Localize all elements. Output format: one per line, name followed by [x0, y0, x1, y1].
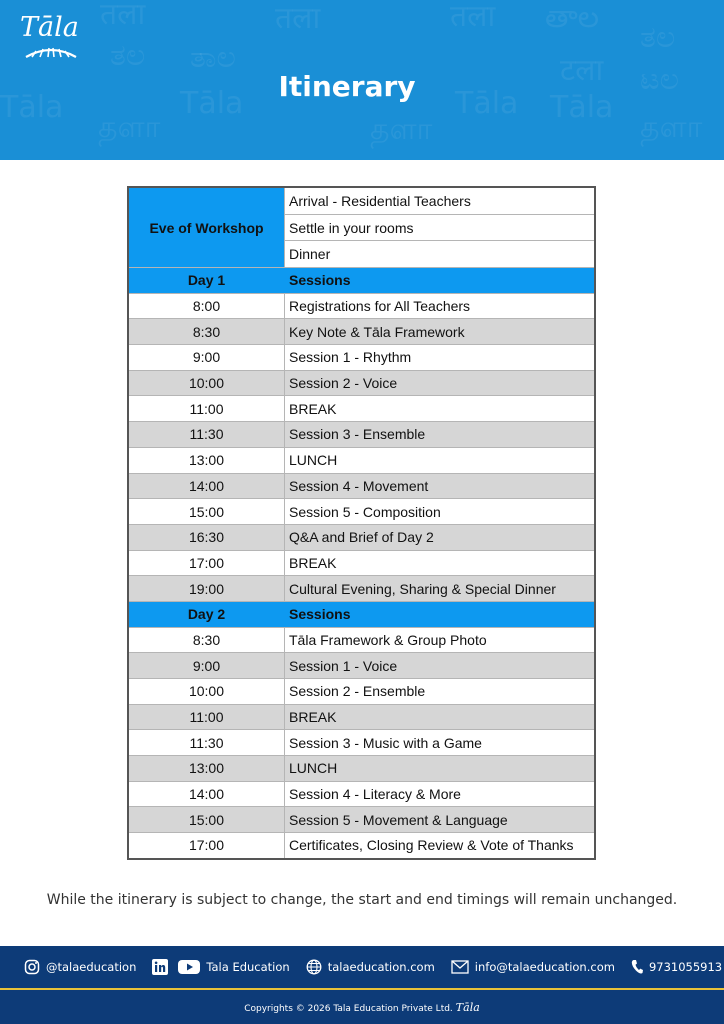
table-row	[129, 652, 594, 678]
time-cell: 15:00	[129, 807, 285, 832]
table-row	[129, 473, 594, 499]
itinerary-note: While the itinerary is subject to change, the start and end timings will remain unchanged.	[46, 892, 678, 908]
activity-cell: Session 3 - Ensemble	[289, 426, 426, 443]
time-cell: 11:30	[129, 422, 285, 447]
table-row	[129, 421, 594, 447]
activity-cell: Tāla Framework & Group Photo	[289, 631, 487, 648]
time-cell: 10:00	[129, 371, 285, 396]
activity-cell: Registrations for All Teachers	[289, 298, 471, 315]
activity-cell: Session 5 - Movement & Language	[289, 811, 508, 828]
day1-label: Day 1	[129, 268, 285, 293]
activity-cell: Certificates, Closing Review & Vote of Thanks	[289, 837, 574, 854]
table-row	[129, 447, 594, 473]
page-title: Itinerary	[278, 70, 416, 103]
footer	[0, 946, 724, 1024]
table-row	[129, 781, 594, 807]
activity-cell: Key Note & Tāla Framework	[289, 323, 465, 340]
instagram-link[interactable]	[24, 959, 136, 975]
activity-cell: BREAK	[289, 709, 337, 726]
website-text: talaeducation.com	[327, 960, 435, 974]
eve-label: Eve of Workshop	[129, 188, 285, 267]
time-cell: 14:00	[129, 474, 285, 499]
mail-icon	[451, 960, 469, 974]
table-row	[129, 678, 594, 704]
watermark: ತಲ	[110, 38, 146, 73]
day1-header-row	[129, 267, 594, 293]
activity-cell: Session 2 - Voice	[289, 375, 398, 392]
watermark: Tāla	[550, 90, 614, 125]
eve-item: Dinner	[285, 240, 594, 267]
watermark: ತಲ	[640, 20, 676, 55]
day2-label: Day 2	[129, 602, 285, 627]
activity-cell: Session 5 - Composition	[289, 503, 441, 520]
time-cell: 16:30	[129, 525, 285, 550]
table-row	[129, 318, 594, 344]
table-row	[129, 729, 594, 755]
globe-icon	[306, 959, 322, 975]
watermark: टला	[560, 53, 604, 88]
instagram-icon	[24, 959, 40, 975]
logo-wordmark: Tāla	[20, 12, 79, 43]
footer-divider	[0, 988, 724, 990]
time-cell: 13:00	[129, 756, 285, 781]
youtube-icon	[178, 959, 200, 975]
activity-cell: Cultural Evening, Sharing & Special Dinner	[289, 580, 556, 597]
time-cell: 11:00	[129, 396, 285, 421]
tala-logo[interactable]	[20, 12, 82, 58]
time-cell: 10:00	[129, 679, 285, 704]
table-row	[129, 370, 594, 396]
time-cell: 8:00	[129, 294, 285, 319]
copyright-text: Copyrights © 2026 Tala Education Private Ltd.	[244, 1004, 453, 1014]
time-cell: 9:00	[129, 345, 285, 370]
watermark: तला	[100, 0, 146, 32]
watermark: तला	[275, 1, 321, 36]
table-row	[129, 832, 594, 858]
eve-item: Settle in your rooms	[285, 214, 594, 241]
email-link[interactable]	[451, 960, 615, 974]
header-banner	[0, 0, 724, 160]
contact-bar	[0, 946, 724, 988]
watermark: தளா	[370, 112, 433, 147]
itinerary-table	[127, 186, 596, 860]
eve-item: Arrival - Residential Teachers	[289, 192, 471, 209]
watermark: Tāla	[0, 90, 64, 125]
time-cell: 14:00	[129, 782, 285, 807]
watermark: தளா	[640, 110, 703, 145]
watermark: Tāla	[455, 86, 519, 121]
day2-header-row	[129, 601, 594, 627]
time-cell: 19:00	[129, 576, 285, 601]
activity-cell: Session 1 - Rhythm	[289, 349, 412, 366]
time-cell: 11:00	[129, 705, 285, 730]
table-row	[129, 344, 594, 370]
table-row	[129, 704, 594, 730]
phone-link[interactable]	[631, 959, 722, 975]
social-name: Tala Education	[206, 960, 290, 974]
linkedin-icon	[152, 959, 168, 975]
activity-cell: Session 3 - Music with a Game	[289, 734, 482, 751]
activity-cell: Session 1 - Voice	[289, 657, 398, 674]
time-cell: 9:00	[129, 653, 285, 678]
eve-of-workshop-block	[129, 188, 594, 267]
time-cell: 13:00	[129, 448, 285, 473]
social-links[interactable]	[152, 959, 289, 975]
instagram-handle: @talaeducation	[46, 960, 137, 974]
table-row	[129, 395, 594, 421]
table-row	[129, 293, 594, 319]
watermark: Tāla	[180, 86, 244, 121]
time-cell: 11:30	[129, 730, 285, 755]
table-row	[129, 575, 594, 601]
activity-cell: Session 4 - Movement	[289, 477, 429, 494]
watermark: தளா	[98, 110, 161, 145]
email-text: info@talaeducation.com	[474, 960, 615, 974]
watermark: ಟಲ	[640, 62, 680, 97]
website-link[interactable]	[306, 959, 435, 975]
time-cell: 8:30	[129, 319, 285, 344]
table-row	[129, 524, 594, 550]
copyright	[0, 1001, 724, 1014]
activity-cell: Session 4 - Literacy & More	[289, 786, 461, 803]
table-row	[129, 806, 594, 832]
time-cell: 17:00	[129, 833, 285, 858]
table-row	[129, 755, 594, 781]
table-row	[129, 627, 594, 653]
phone-icon	[631, 959, 643, 975]
activity-cell: LUNCH	[289, 760, 338, 777]
watermark: तला	[450, 0, 496, 34]
copyright-logo: Tāla	[455, 1001, 480, 1014]
activity-cell: Q&A and Brief of Day 2	[289, 529, 434, 546]
logo-swoosh-icon	[24, 45, 78, 59]
watermark: తాల	[545, 0, 600, 35]
time-cell: 15:00	[129, 499, 285, 524]
activity-cell: BREAK	[289, 400, 337, 417]
activity-cell: BREAK	[289, 554, 337, 571]
day1-sessions-header: Sessions	[289, 272, 351, 289]
watermark: ತಾಲ	[190, 40, 236, 75]
table-row	[129, 498, 594, 524]
phone-text: 9731055913	[648, 960, 723, 974]
time-cell: 17:00	[129, 551, 285, 576]
table-row	[129, 550, 594, 576]
day2-sessions-header: Sessions	[289, 606, 351, 623]
activity-cell: Session 2 - Ensemble	[289, 683, 426, 700]
activity-cell: LUNCH	[289, 452, 338, 469]
time-cell: 8:30	[129, 628, 285, 653]
